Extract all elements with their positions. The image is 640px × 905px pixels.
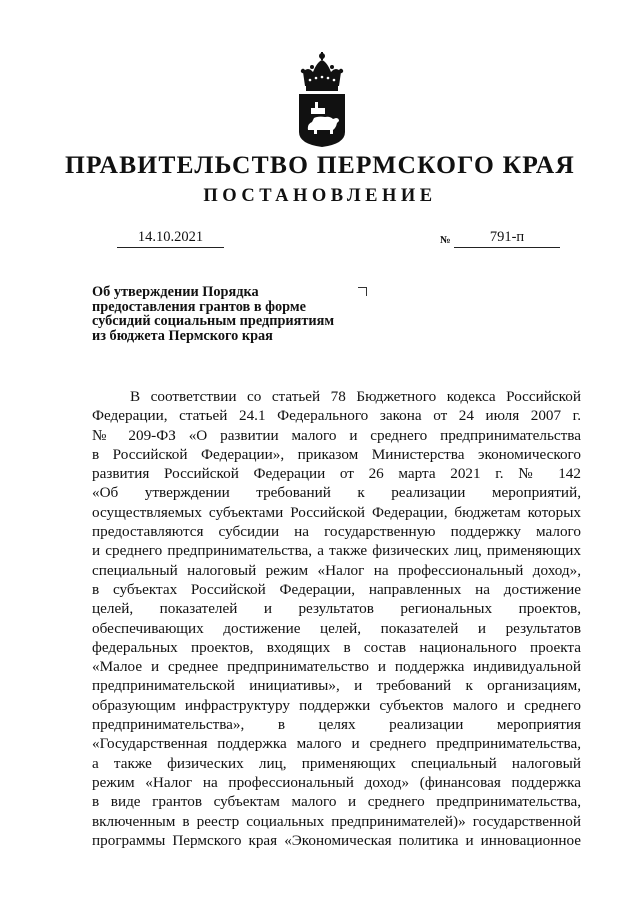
subject-line: Об утверждении Порядка — [92, 284, 259, 300]
body-line: в субъектах Российской Федерации, направленных на достижение — [92, 580, 581, 598]
body-line: в Российской Федерации», приказом Министерства экономического — [92, 445, 581, 463]
body-line: предпринимательства», в целях реализации мероприятия — [92, 716, 581, 734]
number-sign: № — [440, 235, 451, 246]
body-line: предпринимательской инициативы», и требований к организациям, — [92, 677, 581, 695]
number-underline — [454, 247, 560, 248]
coat-of-arms-icon — [293, 50, 351, 148]
body-line: «Государственная поддержка малого и среднего предпринимательства, — [92, 735, 581, 753]
body-line: образующим инфраструктуру поддержки субъектов малого и среднего — [92, 696, 581, 714]
body-line: и среднего предпринимательства, а также физических лиц, применяющих — [92, 542, 581, 560]
date-underline — [117, 247, 224, 248]
document-date — [117, 228, 224, 248]
subject-line: из бюджета Пермского края — [92, 327, 273, 344]
document-type: ПОСТАНОВЛЕНИЕ — [203, 186, 437, 206]
body-line: Федерации, статьей 24.1 Федерального закона от 24 июля 2007 г. — [92, 407, 581, 425]
corner-bracket-mark — [358, 287, 367, 296]
body-line: осуществляемых субъектами Российской Федерации, бюджетам которых — [92, 503, 581, 521]
body-line: «Малое и среднее предпринимательство и поддержка индивидуальной — [92, 658, 581, 676]
subject-line: субсидий социальным предприятиям — [92, 313, 335, 329]
body-line: целей, показателей и результатов региональных проектов, — [92, 600, 581, 618]
document-body — [92, 387, 581, 850]
body-line: обеспечивающих достижение целей, показателей и результатов — [92, 619, 581, 637]
body-line: № 209-ФЗ «О развитии малого и среднего предпринимательства — [92, 426, 581, 444]
document-number — [440, 228, 560, 248]
government-title: ПРАВИТЕЛЬСТВО ПЕРМСКОГО КРАЯ — [64, 150, 576, 179]
body-line: развития Российской Федерации от 26 марта 2021 г. № 142 — [92, 465, 581, 483]
body-line: В соответствии со статьей 78 Бюджетного кодекса Российской — [130, 388, 581, 405]
body-line: включенным в реестр социальных предпринимателей)» государственной — [92, 812, 581, 830]
body-line: режим «Налог на профессиональный доход» (финансовая поддержка — [92, 773, 581, 791]
body-line: а также физических лиц, применяющих специальный налоговый — [92, 754, 581, 772]
body-line: программы Пермского края «Экономическая политика и инновационное — [92, 831, 581, 849]
body-line: предоставляются субсидии на государственную поддержку малого — [92, 523, 581, 541]
subject-line: предоставления грантов в форме — [92, 298, 307, 315]
date-value: 14.10.2021 — [137, 229, 204, 245]
body-line: специальный налоговый режим «Налог на профессиональный доход», — [92, 561, 581, 579]
document-subject — [92, 285, 392, 343]
body-line: федеральных проектов, входящих в состав национального проекта — [92, 638, 581, 656]
body-line: «Об утверждении требований к реализации мероприятий, — [92, 484, 581, 502]
body-line: в виде грантов субъектам малого и среднего предпринимательства, — [92, 793, 581, 811]
number-value: 791-п — [489, 229, 525, 245]
